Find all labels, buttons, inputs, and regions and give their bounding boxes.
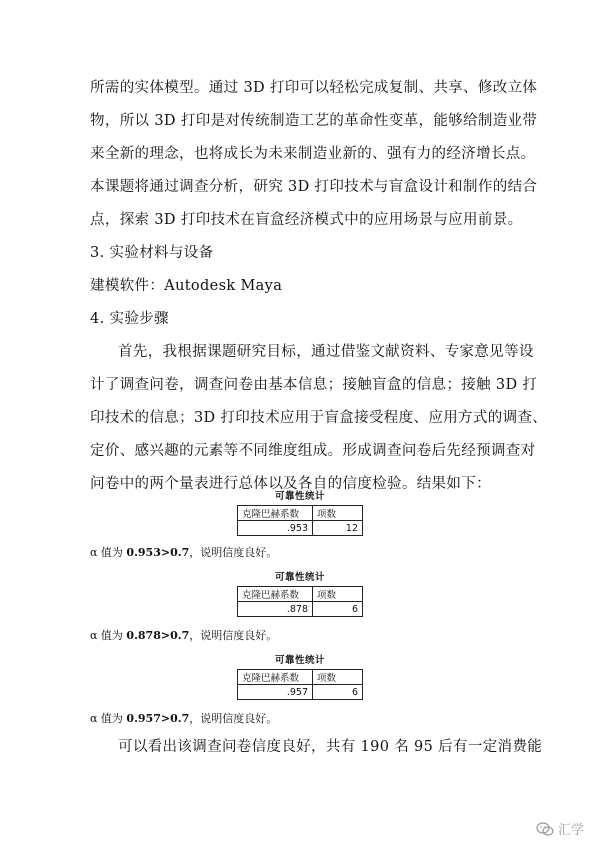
paragraph-1-line-5: 点，探索 3D 打印技术在盲盒经济模式中的应用场景与应用前景。: [90, 212, 523, 228]
header-alpha: 克隆巴赫系数: [238, 670, 313, 685]
wechat-icon: [536, 822, 554, 836]
paragraph-1-line-1: 所需的实体模型。通过 3D 打印可以轻松完成复制、共享、修改立体: [90, 80, 538, 96]
table-row: [238, 685, 363, 700]
header-items: 项数: [313, 670, 363, 685]
paragraph-2-line-5: 问卷中的两个量表进行总体以及各自的信度检验。结果如下：: [90, 476, 491, 492]
reliability-table-3: [237, 654, 363, 700]
paragraph-2-line-3: 印技术的信息；3D 打印技术应用于盲盒接受程度、应用方式的调查、: [90, 410, 548, 426]
reliability-table: [237, 669, 363, 700]
header-items: 项数: [313, 587, 363, 602]
alpha-value: .953: [238, 521, 313, 536]
heading-materials: 3. 实验材料与设备: [90, 245, 214, 261]
software-line: 建模软件：Autodesk Maya: [90, 278, 283, 294]
header-items: 项数: [313, 506, 363, 521]
items-value: 6: [313, 685, 363, 700]
note-suffix: ，说明信度良好。: [189, 629, 278, 642]
reliability-table: [237, 586, 363, 617]
paragraph-2-line-2: 计了调查问卷，调查问卷由基本信息；接触盲盒的信息；接触 3D 打: [90, 377, 538, 393]
paragraph-1-line-2: 物，所以 3D 打印是对传统制造工艺的革命性变革，能够给制造业带: [90, 113, 538, 129]
watermark-text: 汇学: [557, 823, 584, 838]
paragraph-2-line-1: 首先，我根据课题研究目标，通过借鉴文献资料、专家意见等设: [118, 344, 534, 360]
alpha-value: .878: [238, 602, 313, 617]
reliability-note-1: [90, 546, 277, 560]
reliability-table-title: 可靠性统计: [274, 572, 325, 583]
note-prefix: α 值为: [90, 629, 127, 642]
watermark: [536, 819, 584, 838]
table-header-row: [238, 506, 363, 521]
paragraph-1-line-4: 本课题将通过调查分析，研究 3D 打印技术与盲盒设计和制作的结合: [90, 179, 538, 195]
heading-steps: 4. 实验步骤: [90, 311, 169, 327]
note-value: 0.878>0.7: [126, 629, 190, 642]
items-value: 12: [313, 521, 363, 536]
alpha-value: .957: [238, 685, 313, 700]
reliability-table-2: [237, 571, 363, 617]
reliability-table-1: [237, 490, 363, 536]
note-suffix: ，说明信度良好。: [189, 546, 278, 559]
reliability-note-2: [90, 629, 277, 643]
reliability-note-3: [90, 712, 277, 726]
paragraph-3-line-1: 可以看出该调查问卷信度良好，共有 190 名 95 后有一定消费能: [118, 739, 543, 755]
reliability-table: [237, 505, 363, 536]
items-value: 6: [313, 602, 363, 617]
header-alpha: 克隆巴赫系数: [238, 587, 313, 602]
note-value: 0.953>0.7: [126, 546, 190, 559]
paragraph-2-line-4: 定价、感兴趣的元素等不同维度组成。形成调查问卷后先经预调查对: [90, 443, 536, 459]
table-row: [238, 602, 363, 617]
header-alpha: 克隆巴赫系数: [238, 506, 313, 521]
note-prefix: α 值为: [90, 546, 127, 559]
paragraph-1-line-3: 来全新的理念，也将成长为未来制造业新的、强有力的经济增长点。: [90, 146, 536, 162]
note-prefix: α 值为: [90, 712, 127, 725]
note-suffix: ，说明信度良好。: [189, 712, 278, 725]
table-row: [238, 521, 363, 536]
note-value: 0.957>0.7: [126, 712, 190, 725]
table-header-row: [238, 670, 363, 685]
reliability-table-title: 可靠性统计: [274, 655, 325, 666]
reliability-table-title: 可靠性统计: [274, 491, 325, 502]
table-header-row: [238, 587, 363, 602]
